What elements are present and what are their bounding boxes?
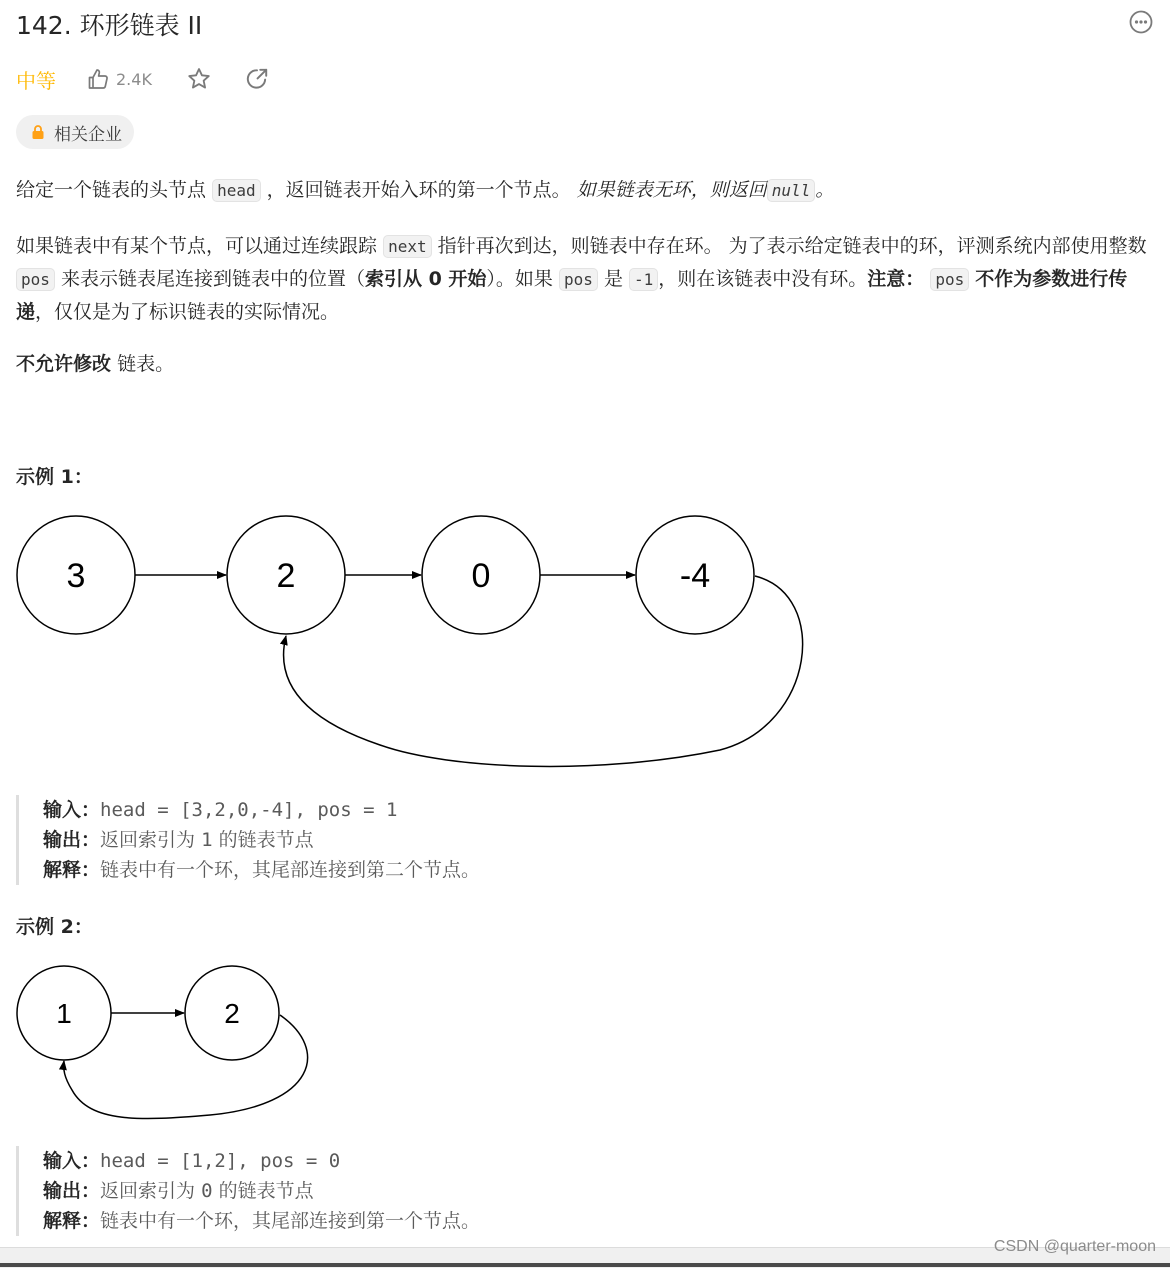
favorite-button[interactable] (184, 64, 214, 94)
description-p1: 给定一个链表的头节点 head ，返回链表开始入环的第一个节点。 如果链表无环，则返回 null 。 (16, 179, 835, 201)
node-value: 0 (471, 557, 491, 595)
code-pos: pos (559, 268, 598, 291)
node-value: -4 (679, 557, 711, 595)
difficulty-badge: 中等 (16, 68, 56, 93)
star-icon (186, 66, 212, 92)
code-head: head (212, 179, 261, 202)
lock-icon (30, 124, 46, 140)
company-tag[interactable] (16, 115, 134, 149)
node-value: 2 (276, 557, 296, 595)
node-value: 1 (56, 998, 72, 1029)
example-1-diagram (0, 500, 830, 780)
page-title: 142. 环形链表 II (16, 11, 203, 40)
node-value: 2 (224, 998, 240, 1029)
share-button[interactable] (242, 64, 272, 94)
example-explanation: 解释：链表中有一个环，其尾部连接到第二个节点。 (43, 859, 481, 881)
example-1-title: 示例 1： (16, 466, 93, 488)
description-p3: 不允许修改 链表。 (16, 353, 175, 375)
company-tag-label: 相关企业 (54, 124, 122, 145)
more-icon[interactable] (1128, 9, 1154, 35)
share-icon (244, 66, 270, 92)
thumbs-up-icon (86, 67, 110, 91)
watermark: CSDN @quarter-moon (993, 1238, 1156, 1255)
code-pos: pos (930, 268, 969, 291)
example-1-io (16, 795, 1143, 885)
example-output: 输出：返回索引为 1 的链表节点 (43, 829, 314, 851)
bottom-strip (0, 1263, 1170, 1267)
example-explanation: 解释：链表中有一个环，其尾部连接到第一个节点。 (43, 1210, 481, 1232)
example-input: 输入：head = [3,2,0,-4], pos = 1 (43, 799, 398, 821)
problem-meta (16, 62, 300, 96)
code-pos: pos (16, 268, 55, 291)
description-p2: 如果链表中有某个节点，可以通过连续跟踪 next 指针再次到达，则链表中存在环。 为了表示给定链表中的环，评测系统内部使用整数 pos 来表示链表尾连接到链表中的位置（索引从 0 开始）。如果 pos 是 -1 ，则在该链表中没有环。注意： pos 不作为参数进行传递，仅仅是为了标识链表的实际情况。 (16, 235, 1147, 323)
node-value: 3 (66, 557, 86, 595)
example-input: 输入：head = [1,2], pos = 0 (43, 1150, 341, 1172)
example-2-io (16, 1146, 1143, 1236)
example-output: 输出：返回索引为 0 的链表节点 (43, 1180, 314, 1202)
code-neg-one: -1 (629, 268, 658, 291)
example-2-title: 示例 2： (16, 916, 93, 938)
example-2-diagram (0, 955, 340, 1130)
like-button[interactable] (86, 67, 152, 91)
code-null: null (767, 179, 816, 202)
like-count: 2.4K (116, 69, 152, 89)
code-next: next (383, 235, 432, 258)
